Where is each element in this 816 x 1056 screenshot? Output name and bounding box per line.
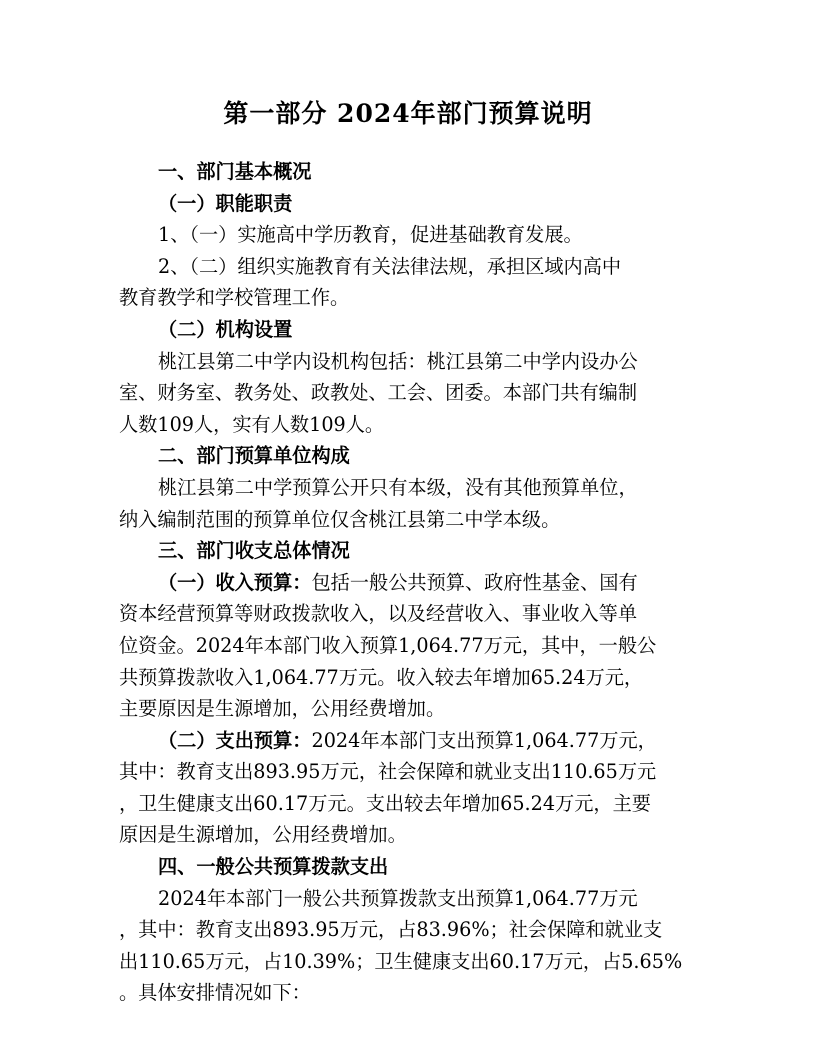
page-title: 第一部分 2024年部门预算说明 <box>223 99 593 128</box>
body-text: 位资金。2024年本部门收入预算1,064.77万元，其中，一般公 <box>119 633 657 657</box>
text-line <box>119 977 699 1009</box>
text-line <box>119 314 699 346</box>
text-line <box>119 409 699 441</box>
bold-heading: （二）支出预算： <box>158 728 312 752</box>
text-line <box>119 440 699 472</box>
text-line <box>119 788 699 820</box>
body-text: 人数109人，实有人数109人。 <box>119 412 385 436</box>
text-line <box>119 756 699 788</box>
body-text: 共预算拨款收入1,064.77万元。收入较去年增加65.24万元， <box>119 665 644 689</box>
body-text: 2024年本部门支出预算1,064.77万元， <box>311 728 657 752</box>
bold-heading: （一）收入预算： <box>158 570 312 594</box>
bold-heading: （一）职能职责 <box>158 191 293 215</box>
text-line <box>119 946 699 978</box>
text-line <box>119 725 699 757</box>
body-text: 纳入编制范围的预算单位仅含桃江县第二中学本级。 <box>119 507 561 531</box>
body-text: 室、财务室、教务处、政教处、工会、团委。本部门共有编制 <box>119 381 638 405</box>
text-line <box>119 219 699 251</box>
text-line <box>119 693 699 725</box>
body-text: 桃江县第二中学预算公开只有本级，没有其他预算单位， <box>158 475 638 499</box>
body-text: 桃江县第二中学内设机构包括：桃江县第二中学内设办公 <box>158 349 638 373</box>
body-text: 其中：教育支出893.95万元，社会保障和就业支出110.65万元 <box>119 760 657 784</box>
bold-heading: 二、部门预算单位构成 <box>158 444 350 468</box>
text-line <box>119 535 699 567</box>
body-text: 1、（一）实施高中学历教育，促进基础教育发展。 <box>158 223 583 247</box>
text-line <box>119 567 699 599</box>
text-line <box>119 883 699 915</box>
text-line <box>119 188 699 220</box>
body-text: ，其中：教育支出893.95万元，占83.96%；社会保障和就业支 <box>119 918 663 942</box>
bold-heading: 一、部门基本概况 <box>158 160 312 183</box>
text-line <box>119 346 699 378</box>
body-text: 主要原因是生源增加，公用经费增加。 <box>119 697 446 721</box>
body-text: 原因是生源增加，公用经费增加。 <box>119 823 407 847</box>
text-line <box>119 282 699 314</box>
bold-heading: （二）机构设置 <box>158 317 293 341</box>
text-line <box>119 630 699 662</box>
text-line <box>119 851 699 883</box>
body-text: 2、（二）组织实施教育有关法律法规，承担区域内高中 <box>158 254 622 278</box>
text-line <box>119 156 699 188</box>
body-text: 2024年本部门一般公共预算拨款支出预算1,064.77万元 <box>158 886 638 910</box>
text-line <box>119 662 699 694</box>
text-line <box>119 472 699 504</box>
text-line <box>119 598 699 630</box>
text-line <box>119 504 699 536</box>
body-text: 出110.65万元，占10.39%；卫生健康支出60.17万元，占5.65% <box>119 949 683 973</box>
body-text: 教育教学和学校管理工作。 <box>119 286 350 310</box>
body-text: 。具体安排情况如下： <box>119 981 311 1005</box>
body-text: ，卫生健康支出60.17万元。支出较去年增加65.24万元，主要 <box>119 791 651 815</box>
document-body <box>119 156 699 1009</box>
text-line <box>119 914 699 946</box>
text-line <box>119 377 699 409</box>
bold-heading: 三、部门收支总体情况 <box>158 539 350 563</box>
text-line <box>119 251 699 283</box>
body-text: 资本经营预算等财政拨款收入，以及经营收入、事业收入等单 <box>119 602 638 626</box>
body-text: 包括一般公共预算、政府性基金、国有 <box>311 570 638 594</box>
bold-heading: 四、一般公共预算拨款支出 <box>158 855 389 879</box>
text-line <box>119 819 699 851</box>
